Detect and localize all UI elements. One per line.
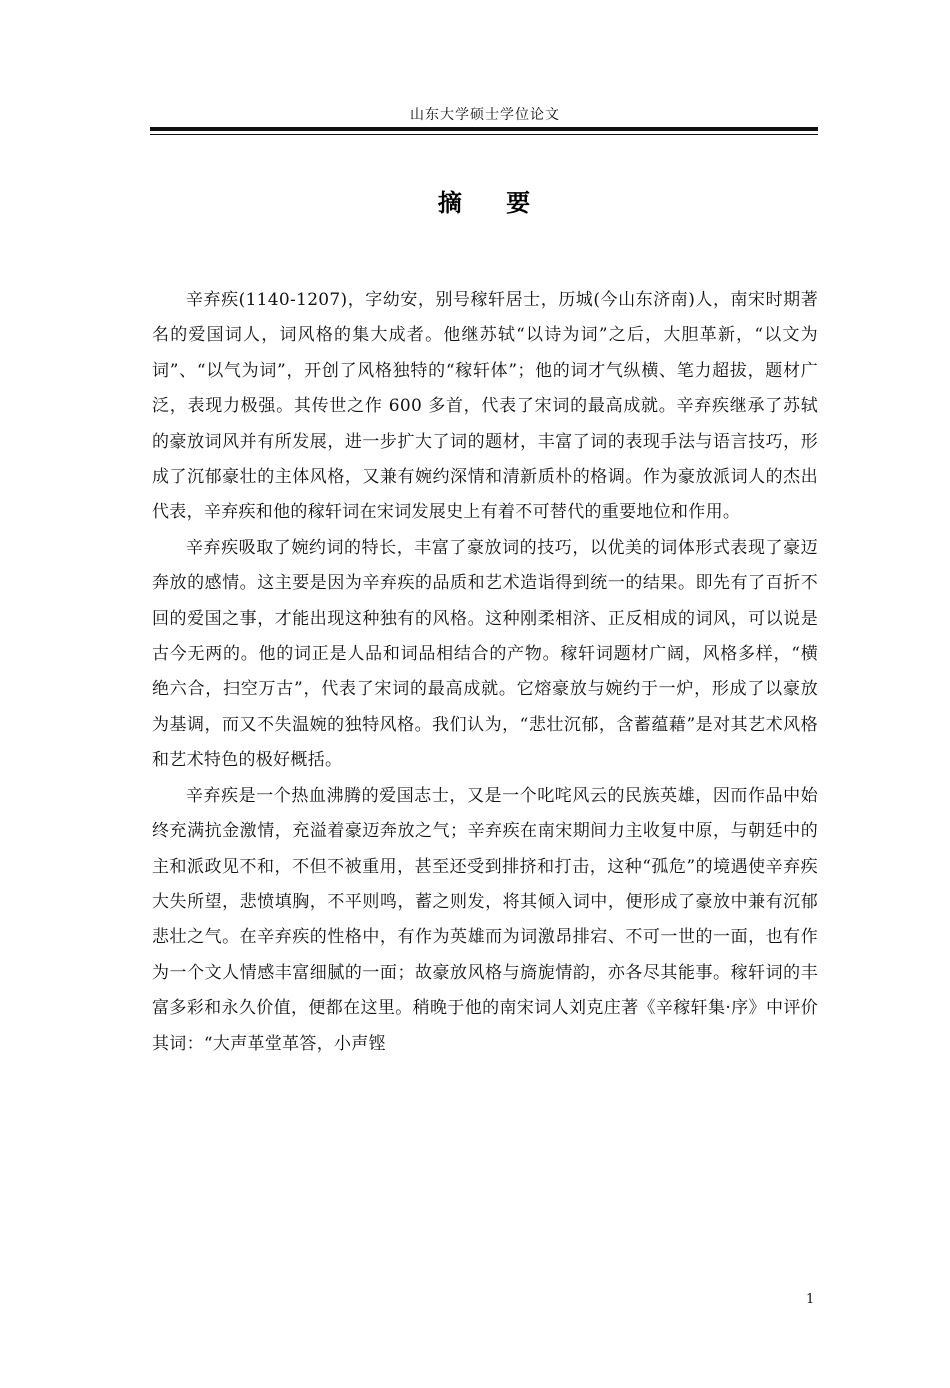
abstract-paragraph-1: 辛弃疾(1140-1207)，字幼安，别号稼轩居士，历城(今山东济南)人，南宋时期著名的爱国词人，词风格的集大成者。他继苏轼“以诗为词”之后，大胆革新，“以文为词”、“以气为词”，开创了风格独特的“稼轩体”；他的词才气纵横、笔力超拔，题材广泛，表现力极强。其传世之作 600 多首，代表了宋词的最高成就。辛弃疾继承了苏轼的豪放词风并有所发展，进一步扩大了词的题材，丰富了词的表现手法与语言技巧，形成了沉郁豪壮的主体风格，又兼有婉约深情和清新质朴的格调。作为豪放派词人的杰出代表，辛弃疾和他的稼轩词在宋词发展史上有着不可替代的重要地位和作用。 [152,290,818,523]
header-rule-thin [150,134,818,135]
abstract-paragraph-2: 辛弃疾吸取了婉约词的特长，丰富了豪放词的技巧，以优美的词体形式表现了豪迈奔放的感情。这主要是因为辛弃疾的品质和艺术造诣得到统一的结果。即先有了百折不回的爱国之事，才能出现这种独有的风格。这种刚柔相济、正反相成的词风，可以说是古今无两的。他的词正是人品和词品相结合的产物。稼轩词题材广阔，风格多样，“横绝六合，扫空万古”，代表了宋词的最高成就。它熔豪放与婉约于一炉，形成了以豪放为基调，而又不失温婉的独特风格。我们认为，“悲壮沉郁，含蓄蕴藉”是对其艺术风格和艺术特色的极好概括。 [152,537,818,771]
abstract-paragraph-3: 辛弃疾是一个热血沸腾的爱国志士，又是一个叱咤风云的民族英雄，因而作品中始终充满抗金激情，充溢着豪迈奔放之气；辛弃疾在南宋期间力主收复中原，与朝廷中的主和派政见不和，不但不被重用，甚至还受到排挤和打击，这种“孤危”的境遇使辛弃疾大失所望，悲愤填胸，不平则鸣，蓄之则发，将其倾入词中，便形成了豪放中兼有沉郁悲壮之气。在辛弃疾的性格中，有作为英雄而为词激昂排宕、不可一世的一面，也有作为一个文人情感丰富细腻的一面；故豪放风格与旖旎情韵，亦各尽其能事。稼轩词的丰富多彩和永久价值，便都在这里。稍晚于他的南宋词人刘克庄著《辛稼轩集·序》中评价其词：“大声革堂革答，小声铿 [152,785,818,1054]
page-number: 1 [806,1292,815,1307]
running-header-title: 山东大学硕士学位论文 [410,107,560,123]
abstract-body [152,283,818,1062]
header-rule-thick [150,127,818,131]
abstract-title: 摘 要 [437,189,533,217]
